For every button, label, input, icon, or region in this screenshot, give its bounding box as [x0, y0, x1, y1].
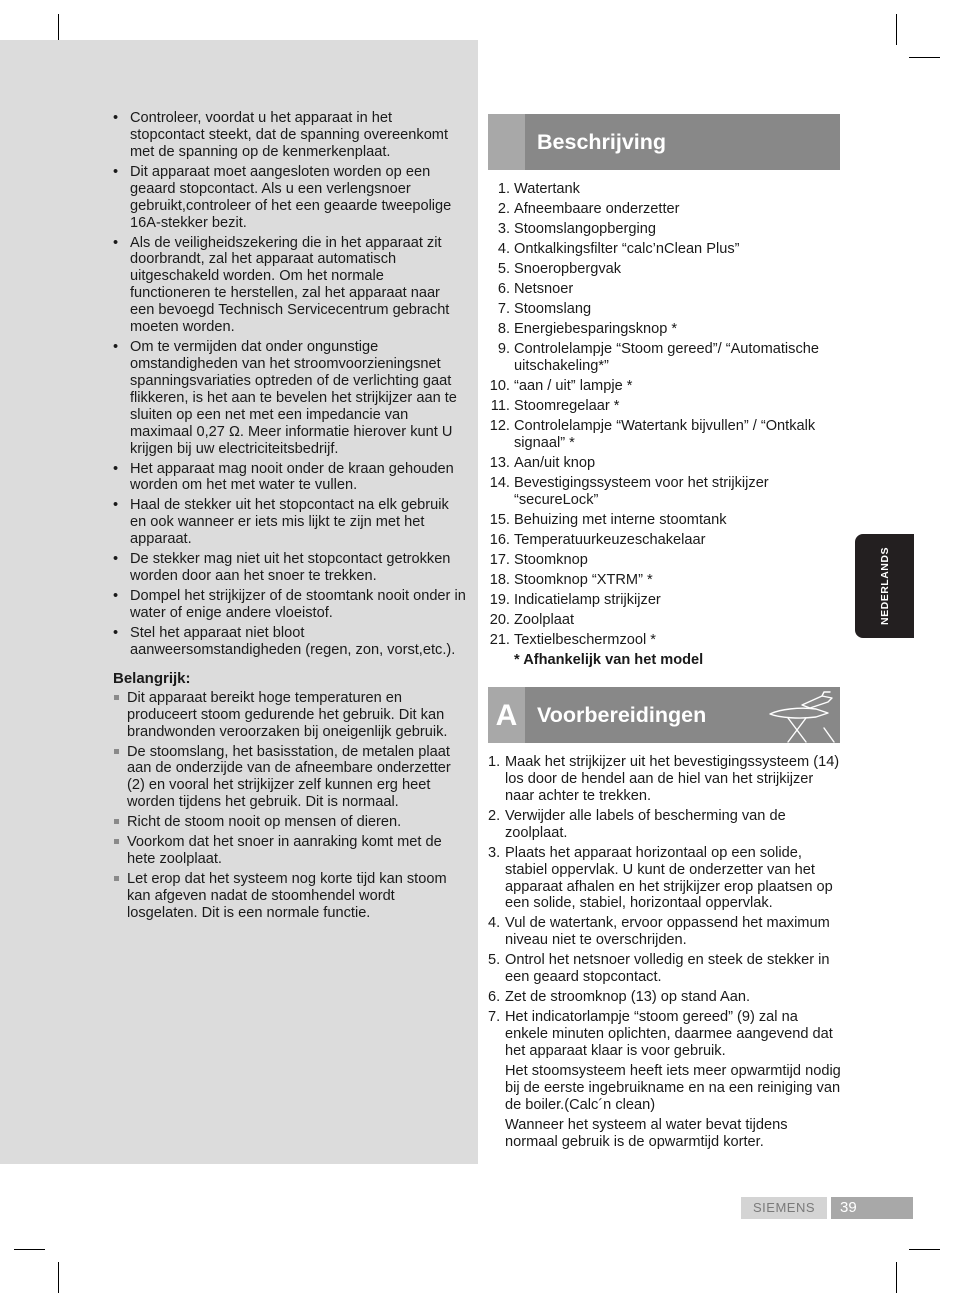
step-text: Vul de watertank, ervoor oppassend het maximum niveau niet te overschrijden. — [505, 915, 830, 949]
item-text: Netsnoer — [514, 281, 574, 297]
page-number: 39 — [831, 1197, 913, 1219]
step-text: Zet de stroomknop (13) op stand Aan. — [505, 989, 750, 1006]
step-number: 1. — [488, 754, 501, 770]
item-number: 16. — [489, 531, 510, 548]
list-item: Voorkom dat het snoer in aanraking komt met de hete zoolplaat. — [113, 834, 468, 868]
list-item — [488, 532, 842, 549]
step-extra-text: Wanneer het systeem al water bevat tijdens normaal gebruik is de opwarmtijd korter. — [505, 1116, 788, 1150]
list-item — [488, 261, 842, 278]
list-item: Let erop dat het systeem nog korte tijd kan stoom kan afgeven nadat de stoomhendel wordt losgelaten. Dit is een normale functie. — [113, 871, 468, 922]
list-item — [488, 592, 842, 609]
list-item — [488, 952, 842, 986]
crop-mark — [14, 1249, 45, 1250]
crop-mark — [909, 57, 940, 58]
step-text: Ontrol het netsnoer volledig en steek de stekker in een geaard stopcontact. — [505, 952, 830, 986]
crop-mark — [896, 14, 897, 45]
item-number: 10. — [489, 377, 510, 394]
item-text: Watertank — [514, 181, 580, 197]
crop-mark — [909, 1249, 940, 1250]
list-item — [488, 181, 842, 198]
list-item: Dit apparaat bereikt hoge temperaturen en produceert stoom gedurende het gebruik. Dit kan brandwonden veroorzaken bij oneigenlijk gebruik. — [113, 690, 468, 741]
item-number: 3. — [497, 221, 510, 237]
step-text: Het indicatorlampje “stoom gereed” (9) zal na enkele minuten oplichten, daarmee aangevend dat het apparaat klaar is voor gebruik. — [505, 1009, 833, 1060]
list-item — [488, 455, 842, 472]
step-number: 3. — [488, 844, 501, 861]
list-item: • Stel het apparaat niet bloot aanweersomstandigheden (regen, zon, vorst,etc.). — [113, 625, 468, 659]
step-number: 6. — [488, 989, 501, 1006]
list-item — [488, 201, 842, 218]
list-item — [488, 301, 842, 318]
item-text: Energiebesparingsknop * — [514, 321, 678, 337]
preparation-section — [488, 754, 842, 1154]
list-item — [488, 221, 842, 238]
model-note: * Afhankelijk van het model — [514, 651, 704, 668]
list-item — [488, 915, 842, 949]
list-item — [488, 989, 842, 1006]
item-number: 13. — [489, 454, 510, 471]
item-number: 9. — [497, 341, 510, 357]
list-item — [488, 612, 842, 629]
important-list — [113, 690, 468, 922]
item-text: Afneembaare onderzetter — [514, 201, 680, 217]
item-number: 6. — [497, 281, 510, 297]
item-text: Behuizing met interne stoomtank — [514, 511, 727, 528]
step-number: 2. — [488, 807, 501, 824]
list-item: • Het apparaat mag nooit onder de kraan gehouden worden om het met water te vullen. — [113, 461, 468, 495]
preparation-steps — [488, 754, 842, 1151]
item-text: Snoeropbergvak — [514, 261, 622, 277]
item-text: Stoomslang — [514, 301, 592, 317]
description-header — [488, 114, 840, 170]
item-number: 4. — [497, 241, 510, 257]
safety-column — [113, 110, 468, 925]
list-item — [488, 341, 842, 375]
item-text: “aan / uit” lampje * — [514, 377, 633, 394]
item-number: 20. — [489, 611, 510, 628]
list-item: • Haal de stekker uit het stopcontact na elk gebruik en ook wanneer er iets mis lijkt te zijn met het apparaat. — [113, 497, 468, 548]
item-text: Stoomknop “XTRM” * — [514, 571, 653, 588]
list-item: Richt de stoom nooit op mensen of dieren. — [113, 814, 468, 831]
item-text: Stoomslangopberging — [514, 221, 656, 237]
item-number: 21. — [489, 631, 510, 648]
preparation-title: Voorbereidingen — [537, 703, 707, 727]
item-number: 11. — [490, 397, 510, 414]
step-number: 7. — [488, 1009, 501, 1026]
item-number: 17. — [489, 551, 510, 568]
item-number: 1. — [497, 181, 510, 197]
item-number: 8. — [497, 321, 510, 337]
preparation-header — [488, 687, 840, 743]
list-item — [488, 398, 842, 415]
item-text: Controlelampje “Stoom gereed”/ “Automatische uitschakeling*” — [514, 341, 819, 374]
list-item: • Dompel het strijkijzer of de stoomtank nooit onder in water of enige andere vloeistof. — [113, 588, 468, 622]
item-number: 5. — [497, 261, 510, 277]
step-extra-text: Het stoomsysteem heeft iets meer opwarmtijd nodig bij de eerste ingebruikname en na een reiniging van de boiler.(Calc´n clean) — [505, 1062, 841, 1113]
list-item: • Als de veiligheidszekering die in het apparaat zit doorbrandt, zal het apparaat automatisch uitgeschakeld worden. Om het normale functioneren te herstellen, zal het apparaat naar een bevoegd Technisch Servicecentrum gebracht moeten worden. — [113, 235, 468, 336]
list-item: De stoomslang, het basisstation, de metalen plaat aan de onderzijde van de afneembare onderzetter (2) en vooral het strijkijzer zelf kunnen erg heet worden tijdens het gebruik. Dit is normaal. — [113, 744, 468, 812]
step-number: 4. — [488, 915, 501, 932]
description-title: Beschrijving — [537, 130, 667, 154]
important-heading: Belangrijk: — [113, 669, 191, 687]
step-text: Verwijder alle labels of bescherming van de zoolplaat. — [505, 807, 786, 841]
section-letter: A — [495, 699, 518, 732]
header-stripe — [488, 114, 525, 170]
item-number: 12. — [489, 417, 510, 434]
crop-mark — [58, 1262, 59, 1293]
list-item — [488, 418, 842, 452]
brand-label: SIEMENS — [741, 1197, 827, 1219]
item-number: 19. — [489, 591, 510, 608]
list-item — [488, 378, 842, 395]
list-item: • De stekker mag niet uit het stopcontact getrokken worden door aan het snoer te trekken. — [113, 551, 468, 585]
list-item — [488, 281, 842, 298]
item-text: Aan/uit knop — [514, 454, 596, 471]
list-item — [488, 754, 842, 805]
item-text: Bevestigingssysteem voor het strijkijzer “secureLock” — [514, 474, 769, 508]
parts-list — [488, 181, 842, 649]
ironing-board-icon — [766, 688, 838, 744]
item-text: Zoolplaat — [514, 611, 575, 628]
item-text: Controlelampje “Watertank bijvullen” / “Ontkalk signaal” * — [514, 417, 816, 451]
language-label: NEDERLANDS — [878, 547, 891, 625]
list-item — [488, 1009, 842, 1150]
item-text: Ontkalkingsfilter “calc’nClean Plus” — [514, 241, 740, 257]
list-item: • Dit apparaat moet aangesloten worden op een geaard stopcontact. Als u een verlengsnoer gebruikt,controleer of het een geaarde tweepolige 16A-stekker bezit. — [113, 164, 468, 232]
item-number: 7. — [497, 301, 510, 317]
list-item — [488, 808, 842, 842]
item-number: 18. — [489, 571, 510, 588]
item-number: 15. — [489, 511, 510, 528]
step-number: 5. — [488, 952, 501, 969]
description-section — [488, 181, 842, 669]
crop-mark — [896, 1262, 897, 1293]
item-text: Indicatielamp strijkijzer — [514, 591, 661, 608]
safety-list — [113, 110, 468, 659]
item-text: Temperatuurkeuzeschakelaar — [514, 531, 706, 548]
language-tab — [855, 534, 914, 638]
list-item — [488, 321, 842, 338]
item-number: 2. — [497, 201, 510, 217]
list-item — [488, 512, 842, 529]
list-item — [488, 241, 842, 258]
list-item — [488, 632, 842, 649]
item-text: Stoomregelaar * — [514, 397, 620, 414]
item-text: Textielbeschermzool * — [514, 631, 656, 648]
list-item: • Controleer, voordat u het apparaat in het stopcontact steekt, dat de spanning overeenkomt met de spanning op de kenmerkenplaat. — [113, 110, 468, 161]
list-item — [488, 572, 842, 589]
list-item — [488, 552, 842, 569]
list-item: • Om te vermijden dat onder ongunstige omstandigheden van het stroomvoorzieningsnet spanningsvariaties optreden of de verlichting gaat flikkeren, is het aan te bevelen het strijkijzer aan te sluiten op een net met een impedancie van maximaal 0,27 Ω. Meer informatie hierover kunt U krijgen bij uw electriciteitsbedrijf. — [113, 339, 468, 457]
list-item — [488, 845, 842, 913]
step-text: Plaats het apparaat horizontaal op een solide, stabiel oppervlak. U kunt de onderzetter van het apparaat afhalen en het strijkijzer erop plaatsen op een solide, stabiel, horizontaal oppervlak. — [505, 844, 833, 912]
step-text: Maak het strijkijzer uit het bevestigingssysteem (14) los door de hendel aan de hiel van het strijkijzer naar achter te trekken. — [505, 754, 840, 804]
item-text: Stoomknop — [514, 551, 588, 568]
list-item — [488, 475, 842, 509]
item-number: 14. — [489, 474, 510, 491]
